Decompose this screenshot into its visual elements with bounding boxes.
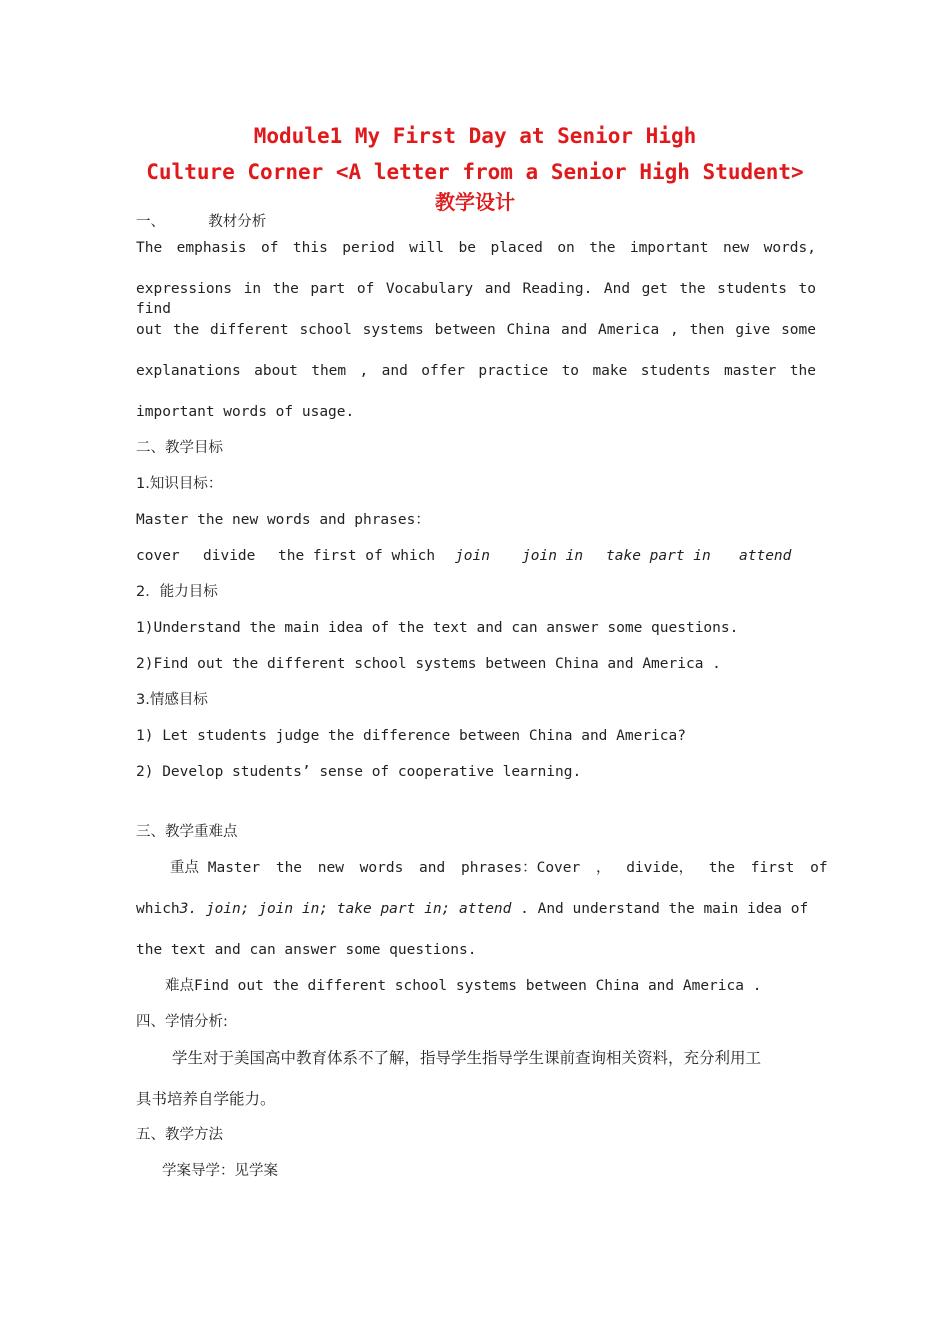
key-point-line [136, 858, 828, 878]
section4-line: 具书培养自学能力。 [136, 1090, 276, 1108]
difficult-point-text: Find out the different school systems between China and America . [194, 978, 762, 994]
ability-goal-heading: 2．能力目标 [136, 584, 218, 600]
section5-line [136, 1161, 816, 1181]
ability-goal-item: 2)Find out the different school systems between China and America . [136, 656, 721, 672]
word-item: the first of which [278, 548, 436, 564]
key-point-rest: . And understand the main idea of [520, 901, 809, 917]
knowledge-goal-intro: Master the new words and phrases： [136, 512, 430, 528]
section1-para-line: explanations about them , and offer practice to make students master the [136, 363, 816, 379]
section1-para-line: out the different school systems between China and America , then give some [136, 322, 816, 338]
section4-text: 学生对于美国高中教育体系不了解，指导学生指导学生课前查询相关资料，充分利用工 [172, 1049, 762, 1067]
section1-heading-text: 教材分析 [208, 214, 267, 230]
ability-goal-item: 1)Understand the main idea of the text and can answer some questions. [136, 620, 739, 636]
title-teaching-design: 教学设计 [435, 190, 515, 214]
word-item: attend [739, 548, 792, 564]
section1-para-line: important words of usage. [136, 404, 355, 420]
section2-heading: 二、教学目标 [136, 440, 223, 456]
title-culture-corner: Culture Corner <A letter from a Senior High Student> [146, 160, 804, 184]
section1-heading [136, 212, 816, 232]
word-item: join [455, 548, 490, 564]
title-module: Module1 My First Day at Senior High [253, 124, 697, 148]
key-point-label: 重点 [170, 860, 199, 876]
word-item: cover [136, 548, 180, 564]
emotion-goal-item: 1) Let students judge the difference between China and America? [136, 728, 686, 744]
knowledge-goal-heading: 1.知识目标： [136, 476, 223, 492]
key-point-line [136, 899, 816, 919]
word-item: take part in [606, 548, 711, 564]
word-item: divide [203, 548, 256, 564]
section5-text: 学案导学：见学案 [162, 1163, 278, 1179]
section3-heading: 三、教学重难点 [136, 824, 238, 840]
section4-heading: 四、学情分析: [136, 1014, 228, 1030]
key-point-line: the text and can answer some questions. [136, 942, 477, 958]
key-point-words: 3. join; join in; take part in; attend [179, 901, 512, 917]
section4-line [136, 1048, 816, 1068]
difficult-point-label: 难点 [165, 978, 194, 994]
section1-heading-num: 一、 [136, 214, 165, 230]
section5-heading: 五、教学方法 [136, 1127, 223, 1143]
emotion-goal-item: 2) Develop students’ sense of cooperative learning. [136, 764, 582, 780]
word-item: join in [522, 548, 584, 564]
emotion-goal-heading: 3.情感目标 [136, 692, 208, 708]
section1-para-line: expressions in the part of Vocabulary and Reading. And get the students to find [136, 281, 816, 317]
key-point-text: Master the new words and phrases：Cover ， divide， the first of [207, 860, 828, 876]
section1-para-line: The emphasis of this period will be placed on the important new words, [136, 240, 816, 256]
difficult-point-line [136, 976, 816, 996]
key-point-which: which [136, 901, 180, 917]
